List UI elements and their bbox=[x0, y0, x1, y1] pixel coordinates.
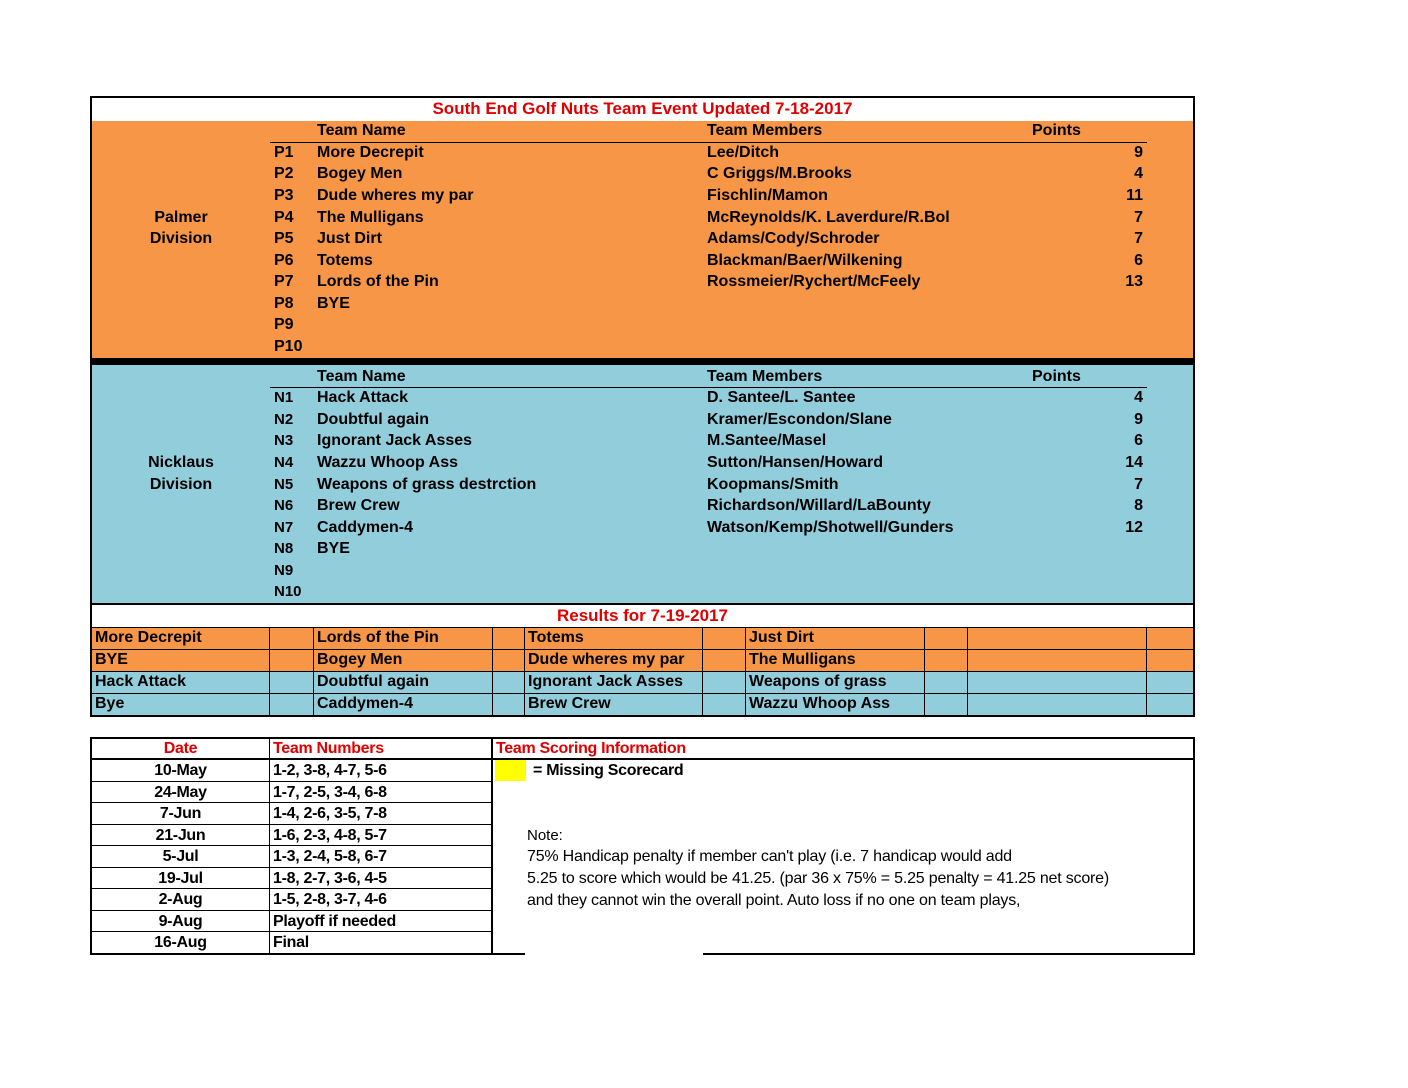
team-id: N2 bbox=[274, 411, 294, 428]
results-cell: The Mulligans bbox=[749, 651, 856, 668]
nicklaus-header-team-members: Team Members bbox=[707, 368, 823, 385]
results-cell: BYE bbox=[95, 651, 128, 668]
schedule-bottom-border bbox=[703, 953, 1195, 955]
team-name: More Decrepit bbox=[317, 144, 424, 161]
team-name: Caddymen-4 bbox=[317, 519, 414, 536]
results-cell: Doubtful again bbox=[317, 673, 429, 690]
missing-scorecard-swatch bbox=[495, 760, 526, 781]
team-id: N6 bbox=[274, 497, 294, 514]
team-name: Totems bbox=[317, 252, 373, 269]
team-members: Sutton/Hansen/Howard bbox=[707, 454, 884, 471]
team-id: P8 bbox=[274, 295, 294, 312]
schedule-team-numbers: 1-7, 2-5, 3-4, 6-8 bbox=[273, 784, 387, 801]
results-cell: Dude wheres my par bbox=[528, 651, 685, 668]
team-members: D. Santee/L. Santee bbox=[707, 389, 856, 406]
palmer-division-label: Division bbox=[149, 230, 213, 247]
team-points: 8 bbox=[1134, 497, 1143, 514]
team-id: P2 bbox=[274, 165, 294, 182]
team-members: McReynolds/K. Laverdure/R.Bol bbox=[707, 209, 950, 226]
team-points: 13 bbox=[1125, 273, 1143, 290]
results-right-border bbox=[1193, 603, 1195, 717]
results-cell: Ignorant Jack Asses bbox=[528, 673, 684, 690]
schedule-team-numbers: 1-4, 2-6, 3-5, 7-8 bbox=[273, 805, 387, 822]
team-members: Blackman/Baer/Wilkening bbox=[707, 252, 903, 269]
nicklaus-division-label: Division bbox=[149, 476, 213, 493]
schedule-bottom-border bbox=[90, 953, 525, 955]
note-line: 5.25 to score which would be 41.25. (par 36 x 75% = 5.25 penalty = 41.25 net score) bbox=[527, 870, 1110, 887]
results-title: Results for 7-19-2017 bbox=[556, 606, 729, 625]
results-grid-line bbox=[492, 627, 493, 715]
team-points: 7 bbox=[1134, 209, 1143, 226]
schedule-date: 2-Aug bbox=[158, 891, 203, 908]
results-grid-line bbox=[269, 627, 270, 715]
team-points: 4 bbox=[1134, 165, 1143, 182]
results-cell: Just Dirt bbox=[749, 629, 814, 646]
team-points: 6 bbox=[1134, 252, 1143, 269]
team-name: BYE bbox=[317, 295, 350, 312]
schedule-date: 10-May bbox=[154, 762, 207, 779]
team-points: 14 bbox=[1125, 454, 1143, 471]
team-points: 7 bbox=[1134, 230, 1143, 247]
team-points: 12 bbox=[1125, 519, 1143, 536]
team-members: Rossmeier/Rychert/McFeely bbox=[707, 273, 921, 290]
schedule-team-numbers: Playoff if needed bbox=[273, 913, 396, 930]
team-members: Lee/Ditch bbox=[707, 144, 780, 161]
results-grid-line bbox=[702, 627, 703, 715]
team-id: N10 bbox=[274, 583, 302, 600]
team-name: Brew Crew bbox=[317, 497, 400, 514]
team-id: N7 bbox=[274, 519, 294, 536]
palmer-header-points: Points bbox=[1032, 122, 1081, 139]
schedule-header-team-numbers: Team Numbers bbox=[273, 740, 384, 757]
team-members: C Griggs/M.Brooks bbox=[707, 165, 852, 182]
results-cell: Weapons of grass bbox=[749, 673, 887, 690]
team-id: P7 bbox=[274, 273, 294, 290]
team-id: P9 bbox=[274, 316, 294, 333]
team-name: Just Dirt bbox=[317, 230, 382, 247]
schedule-team-numbers: 1-3, 2-4, 5-8, 6-7 bbox=[273, 848, 387, 865]
results-grid-line bbox=[967, 627, 968, 715]
team-points: 7 bbox=[1134, 476, 1143, 493]
team-id: P6 bbox=[274, 252, 294, 269]
division-separator bbox=[92, 358, 1193, 365]
team-id: N9 bbox=[274, 562, 294, 579]
team-members: Adams/Cody/Schroder bbox=[707, 230, 880, 247]
note-label: Note: bbox=[527, 827, 563, 844]
results-cell: More Decrepit bbox=[95, 629, 202, 646]
team-name: Hack Attack bbox=[317, 389, 409, 406]
team-name: The Mulligans bbox=[317, 209, 424, 226]
team-id: N8 bbox=[274, 540, 294, 557]
schedule-date: 16-Aug bbox=[154, 934, 207, 951]
results-cell: Wazzu Whoop Ass bbox=[749, 695, 891, 712]
results-cell: Hack Attack bbox=[95, 673, 187, 690]
team-id: P3 bbox=[274, 187, 294, 204]
team-id: P10 bbox=[274, 338, 303, 355]
schedule-right-border bbox=[1193, 737, 1195, 955]
team-id: P1 bbox=[274, 144, 294, 161]
team-id: N5 bbox=[274, 476, 294, 493]
schedule-team-numbers: 1-6, 2-3, 4-8, 5-7 bbox=[273, 827, 387, 844]
palmer-header-team-name: Team Name bbox=[317, 122, 406, 139]
schedule-date: 24-May bbox=[154, 784, 207, 801]
palmer-header-team-members: Team Members bbox=[707, 122, 823, 139]
page-title: South End Golf Nuts Team Event Updated 7-18-2017 bbox=[432, 99, 853, 118]
schedule-team-numbers: 1-5, 2-8, 3-7, 4-6 bbox=[273, 891, 387, 908]
team-points: 9 bbox=[1134, 411, 1143, 428]
team-members: Kramer/Escondon/Slane bbox=[707, 411, 892, 428]
schedule-team-numbers: 1-2, 3-8, 4-7, 5-6 bbox=[273, 762, 387, 779]
team-members: Fischlin/Mamon bbox=[707, 187, 828, 204]
team-points: 4 bbox=[1134, 389, 1143, 406]
team-points: 6 bbox=[1134, 432, 1143, 449]
nicklaus-header-team-name: Team Name bbox=[317, 368, 406, 385]
results-cell: Bye bbox=[95, 695, 125, 712]
team-name: Lords of the Pin bbox=[317, 273, 439, 290]
results-cell: Bogey Men bbox=[317, 651, 403, 668]
team-points: 9 bbox=[1134, 144, 1143, 161]
team-name: Ignorant Jack Asses bbox=[317, 432, 473, 449]
note-line: and they cannot win the overall point. Auto loss if no one on team plays, bbox=[527, 892, 1021, 909]
results-bottom-border bbox=[90, 715, 1195, 717]
team-name: BYE bbox=[317, 540, 350, 557]
results-cell: Lords of the Pin bbox=[317, 629, 439, 646]
team-points: 11 bbox=[1126, 187, 1143, 204]
team-members: Watson/Kemp/Shotwell/Gunders bbox=[707, 519, 954, 536]
team-id: P4 bbox=[274, 209, 294, 226]
results-grid-line bbox=[1146, 627, 1147, 715]
results-grid-line bbox=[924, 627, 925, 715]
team-id: N1 bbox=[274, 389, 294, 406]
schedule-date: 21-Jun bbox=[155, 827, 206, 844]
team-members: Koopmans/Smith bbox=[707, 476, 839, 493]
schedule-date: 9-Aug bbox=[158, 913, 203, 930]
schedule-date: 7-Jun bbox=[159, 805, 202, 822]
results-cell: Caddymen-4 bbox=[317, 695, 414, 712]
note-line: 75% Handicap penalty if member can't play (i.e. 7 handicap would add bbox=[527, 848, 1012, 865]
team-name: Doubtful again bbox=[317, 411, 429, 428]
results-cell: Brew Crew bbox=[528, 695, 611, 712]
team-id: P5 bbox=[274, 230, 294, 247]
schedule-header-date: Date bbox=[163, 740, 198, 757]
team-members: Richardson/Willard/LaBounty bbox=[707, 497, 931, 514]
team-name: Weapons of grass destrction bbox=[317, 476, 537, 493]
palmer-division-label: Palmer bbox=[154, 209, 208, 226]
team-id: N4 bbox=[274, 454, 294, 471]
schedule-team-numbers: Final bbox=[273, 934, 309, 951]
team-name: Bogey Men bbox=[317, 165, 403, 182]
nicklaus-division-label: Nicklaus bbox=[148, 454, 214, 471]
team-members: M.Santee/Masel bbox=[707, 432, 827, 449]
schedule-col-divider bbox=[491, 737, 493, 955]
schedule-date: 5-Jul bbox=[162, 848, 199, 865]
schedule-date: 19-Jul bbox=[158, 870, 203, 887]
results-cell: Totems bbox=[528, 629, 584, 646]
missing-scorecard-legend: = Missing Scorecard bbox=[533, 762, 684, 779]
nicklaus-header-points: Points bbox=[1032, 368, 1081, 385]
schedule-team-numbers: 1-8, 2-7, 3-6, 4-5 bbox=[273, 870, 387, 887]
schedule-header-scoring-info: Team Scoring Information bbox=[496, 740, 686, 757]
team-id: N3 bbox=[274, 432, 294, 449]
schedule-col-divider bbox=[269, 737, 270, 955]
team-name: Dude wheres my par bbox=[317, 187, 474, 204]
team-name: Wazzu Whoop Ass bbox=[317, 454, 459, 471]
